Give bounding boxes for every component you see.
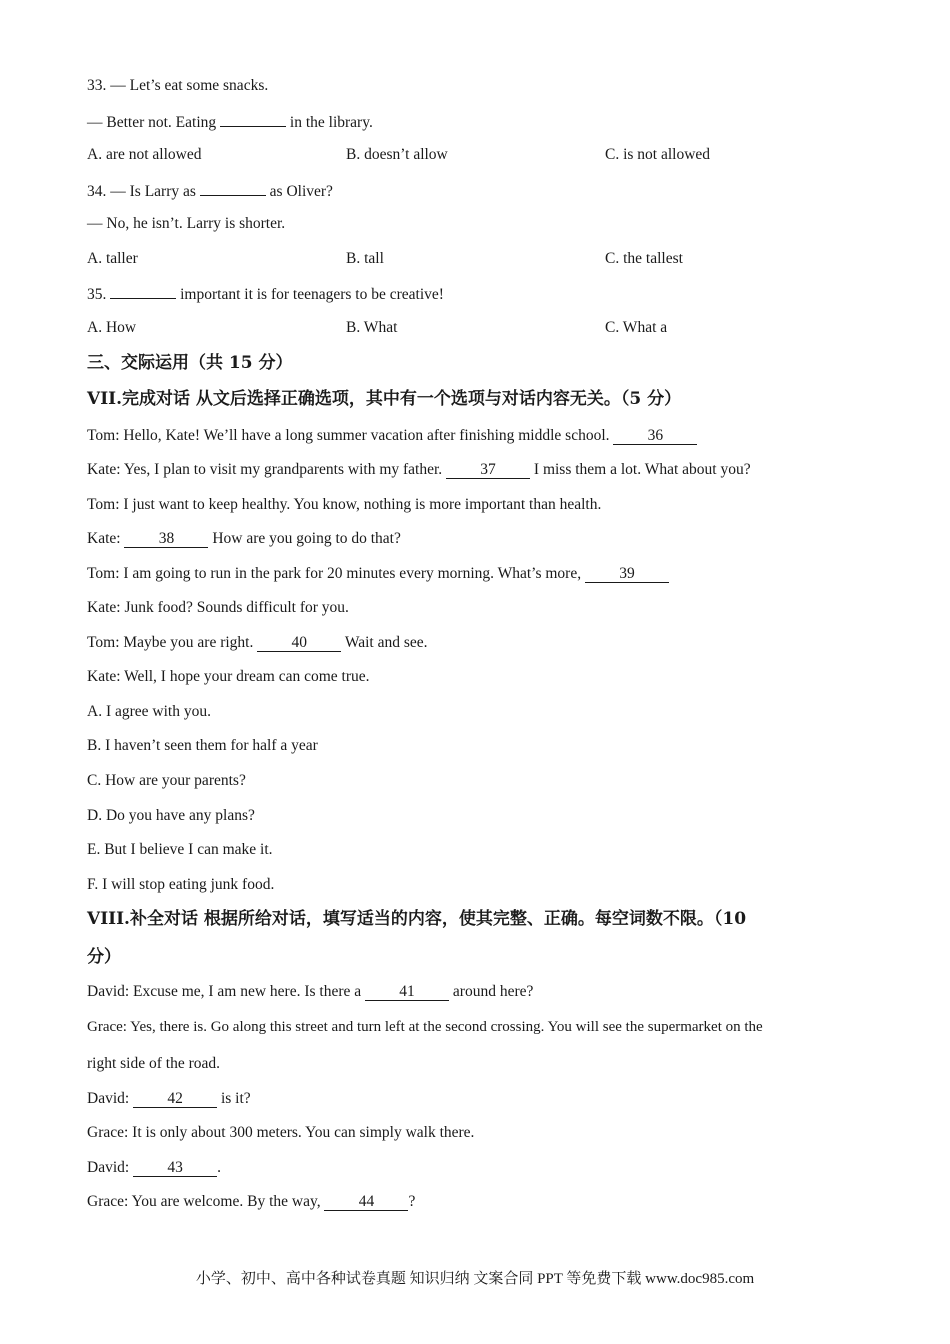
answer-blank-36: 36 — [613, 427, 697, 445]
q34-prompt-after: as Oliver? — [265, 183, 333, 200]
q34-prompt — [87, 180, 333, 202]
section-title: 三、交际运用（共 15 分） — [87, 353, 293, 373]
dialogue-text: David: Excuse me, I am new here. Is there a — [87, 983, 366, 1000]
answer-blank-41: 41 — [365, 983, 449, 1001]
choice-item: B. I haven’t seen them for half a year — [87, 737, 318, 754]
page-footer: 小学、初中、高中各种试卷真题 知识归纳 文案合同 PPT 等免费下载 www.doc985.com — [195, 1271, 755, 1287]
part8-title: VIII.补全对话 根据所给对话，填写适当的内容，使其完整、正确。每空词数不限。（10 — [87, 909, 747, 929]
answer-blank — [110, 283, 176, 299]
q33-prompt: 33. — Let’s eat some snacks. — [87, 77, 269, 94]
answer-blank-43: 43 — [133, 1159, 217, 1177]
q33-option-c: C. is not allowed — [605, 146, 711, 163]
answer-blank-42: 42 — [133, 1090, 217, 1108]
dialogue-text: Grace: You are welcome. By the way, — [87, 1193, 325, 1210]
choice-item: C. How are your parents? — [87, 772, 246, 789]
dialogue-text: David: — [87, 1159, 134, 1176]
q33-option-a: A. are not allowed — [87, 146, 202, 163]
q34-option-b: B. tall — [346, 250, 384, 267]
dialogue-line — [87, 564, 669, 584]
dialogue-text: Tom: Maybe you are right. — [87, 634, 258, 651]
dialogue-text-after: ? — [408, 1193, 416, 1210]
q34-prompt-before: 34. — Is Larry as — [87, 183, 200, 200]
q34-option-a: A. taller — [87, 250, 138, 267]
dialogue-text-after: Wait and see. — [341, 634, 428, 651]
q33-reply — [87, 111, 373, 133]
answer-blank-38: 38 — [124, 530, 208, 548]
dialogue-text: Tom: I am going to run in the park for 20 minutes every morning. What’s more, — [87, 565, 585, 582]
dialogue-line — [87, 529, 401, 549]
answer-blank-39: 39 — [585, 565, 669, 583]
dialogue-line — [87, 460, 751, 480]
dialogue-line — [87, 1089, 251, 1109]
answer-blank-37: 37 — [446, 461, 530, 479]
answer-blank — [200, 180, 266, 196]
answer-blank-44: 44 — [324, 1193, 408, 1211]
answer-blank — [220, 111, 286, 127]
dialogue-line: Kate: Well, I hope your dream can come true. — [87, 668, 370, 685]
q35-option-a: A. How — [87, 319, 137, 336]
choice-item: D. Do you have any plans? — [87, 807, 255, 824]
dialogue-line — [87, 1158, 221, 1178]
dialogue-line: Tom: I just want to keep healthy. You know, nothing is more important than health. — [87, 496, 602, 513]
dialogue-line: Grace: It is only about 300 meters. You can simply walk there. — [87, 1124, 475, 1141]
q33-option-b: B. doesn’t allow — [346, 146, 448, 163]
dialogue-text: David: — [87, 1090, 134, 1107]
dialogue-text: Kate: — [87, 530, 125, 547]
q35-prompt-before: 35. — [87, 286, 111, 303]
dialogue-line — [87, 426, 697, 446]
dialogue-text: Tom: Hello, Kate! We’ll have a long summer vacation after finishing middle school. — [87, 427, 614, 444]
dialogue-text-after: I miss them a lot. What about you? — [530, 461, 751, 478]
q35-option-b: B. What — [346, 319, 398, 336]
choice-item: E. But I believe I can make it. — [87, 841, 273, 858]
dialogue-text-after: is it? — [217, 1090, 251, 1107]
q33-reply-before: — Better not. Eating — [87, 114, 221, 131]
dialogue-line-cont: right side of the road. — [87, 1055, 221, 1072]
dialogue-text-after: How are you going to do that? — [208, 530, 401, 547]
dialogue-line: Grace: Yes, there is. Go along this street and turn left at the second crossing. You will see the supermarket on the — [87, 1019, 763, 1035]
q35-option-c: C. What a — [605, 319, 668, 336]
dialogue-text: Kate: Yes, I plan to visit my grandparents with my father. — [87, 461, 447, 478]
q34-reply: — No, he isn’t. Larry is shorter. — [87, 215, 286, 232]
part8-title-cont: 分） — [87, 947, 121, 967]
q34-option-c: C. the tallest — [605, 250, 683, 267]
answer-blank-40: 40 — [257, 634, 341, 652]
dialogue-line — [87, 982, 533, 1002]
choice-item: F. I will stop eating junk food. — [87, 876, 275, 893]
q35-prompt — [87, 283, 444, 305]
q33-reply-after: in the library. — [286, 114, 373, 131]
q35-prompt-after: important it is for teenagers to be creative! — [176, 286, 444, 303]
dialogue-line: Kate: Junk food? Sounds difficult for you. — [87, 599, 349, 616]
part7-title: VII.完成对话 从文后选择正确选项，其中有一个选项与对话内容无关。（5 分） — [87, 389, 682, 409]
dialogue-text-after: around here? — [449, 983, 534, 1000]
dialogue-line — [87, 633, 428, 653]
dialogue-line — [87, 1192, 415, 1212]
choice-item: A. I agree with you. — [87, 703, 211, 720]
dialogue-text-after: . — [217, 1159, 221, 1176]
